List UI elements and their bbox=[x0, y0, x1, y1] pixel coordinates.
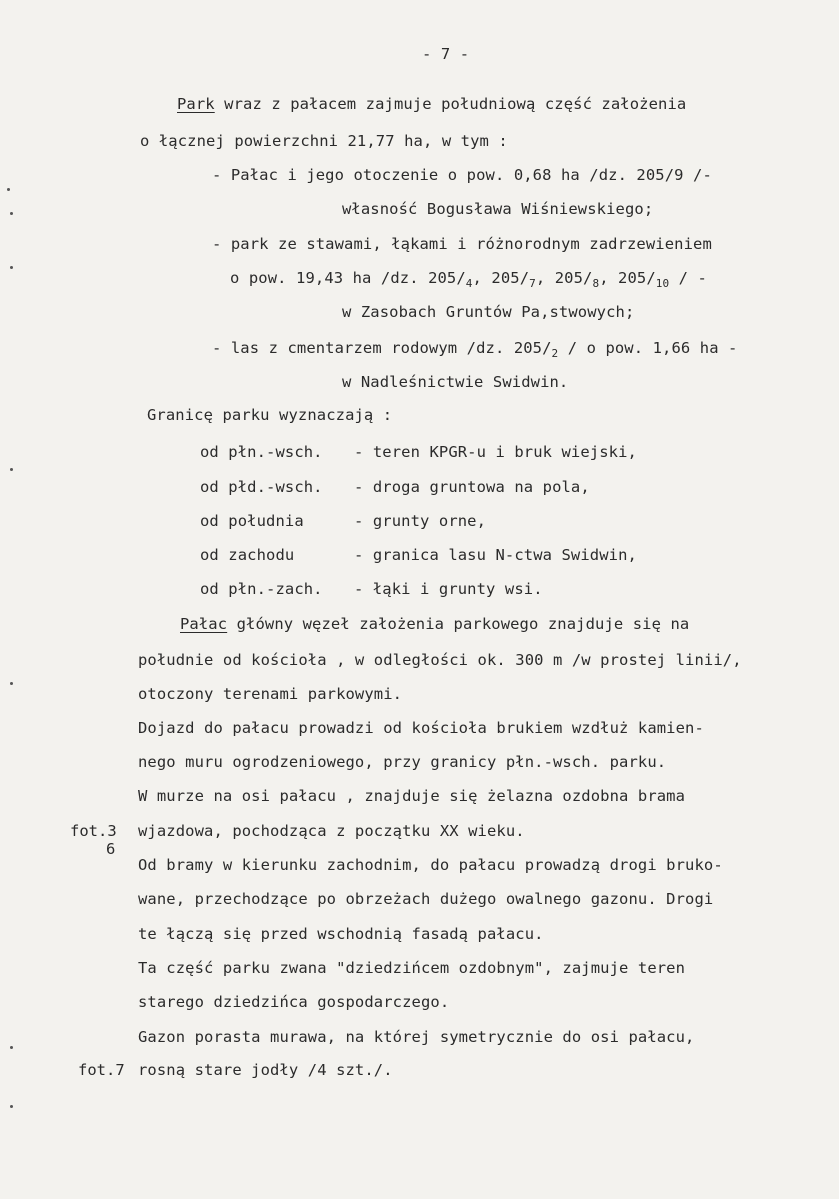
scan-speck bbox=[10, 468, 13, 471]
boundary-direction: od płd.-wsch. bbox=[200, 478, 323, 496]
text-line: Ta część parku zwana "dziedzińcem ozdobnym", zajmuje teren bbox=[138, 959, 686, 977]
boundary-value: - droga gruntowa na pola, bbox=[354, 478, 590, 496]
boundary-value: - granica lasu N-ctwa Swidwin, bbox=[354, 546, 637, 564]
text-line: Dojazd do pałacu prowadzi od kościoła brukiem wzdłuż kamien- bbox=[138, 719, 704, 737]
boundary-value: - łąki i grunty wsi. bbox=[354, 580, 543, 598]
underlined-word: Pałac bbox=[180, 615, 228, 633]
scan-speck bbox=[10, 266, 13, 269]
boundary-direction: od płn.-zach. bbox=[200, 580, 323, 598]
boundary-value: - teren KPGR-u i bruk wiejski, bbox=[354, 443, 637, 461]
text-line: W murze na osi pałacu , znajduje się żelazna ozdobna brama bbox=[138, 787, 686, 805]
scan-speck bbox=[10, 212, 13, 215]
text-line: nego muru ogrodzeniowego, przy granicy płn.-wsch. parku. bbox=[138, 753, 667, 771]
boundary-direction: od południa bbox=[200, 512, 304, 530]
boundary-direction: od płn.-wsch. bbox=[200, 443, 323, 461]
boundary-value: - grunty orne, bbox=[354, 512, 487, 530]
text-line: - Pałac i jego otoczenie o pow. 0,68 ha /dz. 205/9 /- bbox=[212, 166, 712, 184]
text-line: wane, przechodzące po obrzeżach dużego owalnego gazonu. Drogi bbox=[138, 890, 714, 908]
margin-note-fot-7: fot.7 bbox=[78, 1061, 125, 1079]
scan-speck bbox=[7, 188, 10, 191]
text-line: wjazdowa, pochodząca z początku XX wieku. bbox=[138, 822, 525, 840]
margin-note-fot-6: 6 bbox=[106, 840, 116, 858]
line-text: wraz z pałacem zajmuje południową część założenia bbox=[214, 95, 687, 113]
text-line: - las z cmentarzem rodowym /dz. $205/_2$ / o pow. 1,66 ha - bbox=[212, 339, 738, 360]
scan-speck bbox=[10, 1105, 13, 1108]
text-line: o łącznej powierzchni 21,77 ha, w tym : bbox=[140, 132, 508, 150]
text-line: te łączą się przed wschodnią fasadą pałacu. bbox=[138, 925, 544, 943]
text-line: o pow. 19,43 ha /dz. $205/_4$, $205/_7$, $205/_8$, $205/_{10}$ / - bbox=[230, 269, 707, 290]
text-line: w Zasobach Gruntów Pa,stwowych; bbox=[342, 303, 635, 321]
text-line: południe od kościoła , w odległości ok. 300 m /w prostej linii/, bbox=[138, 651, 742, 669]
text-line: otoczony terenami parkowymi. bbox=[138, 685, 403, 703]
text-line: - park ze stawami, łąkami i różnorodnym zadrzewieniem bbox=[212, 235, 712, 253]
text-line: w Nadleśnictwie Swidwin. bbox=[342, 373, 569, 391]
text-line: starego dziedzińca gospodarczego. bbox=[138, 993, 450, 1011]
text-line: Od bramy w kierunku zachodnim, do pałacu prowadzą drogi bruko- bbox=[138, 856, 723, 874]
text-line: Gazon porasta murawa, na której symetrycznie do osi pałacu, bbox=[138, 1028, 695, 1046]
text-line: własność Bogusława Wiśniewskiego; bbox=[342, 200, 654, 218]
page-number: - 7 - bbox=[422, 45, 470, 63]
text-line: rosną stare jodły /4 szt./. bbox=[138, 1061, 393, 1079]
underlined-word: Park bbox=[177, 95, 215, 113]
scan-speck bbox=[10, 1046, 13, 1049]
line-text: główny węzeł założenia parkowego znajduje się na bbox=[227, 615, 690, 633]
text-line bbox=[177, 94, 686, 114]
boundary-direction: od zachodu bbox=[200, 546, 295, 564]
text-line: Granicę parku wyznaczają : bbox=[147, 406, 393, 424]
scan-speck bbox=[10, 682, 13, 685]
margin-note-fot-3: fot.3 bbox=[70, 822, 117, 840]
text-line bbox=[180, 614, 689, 634]
